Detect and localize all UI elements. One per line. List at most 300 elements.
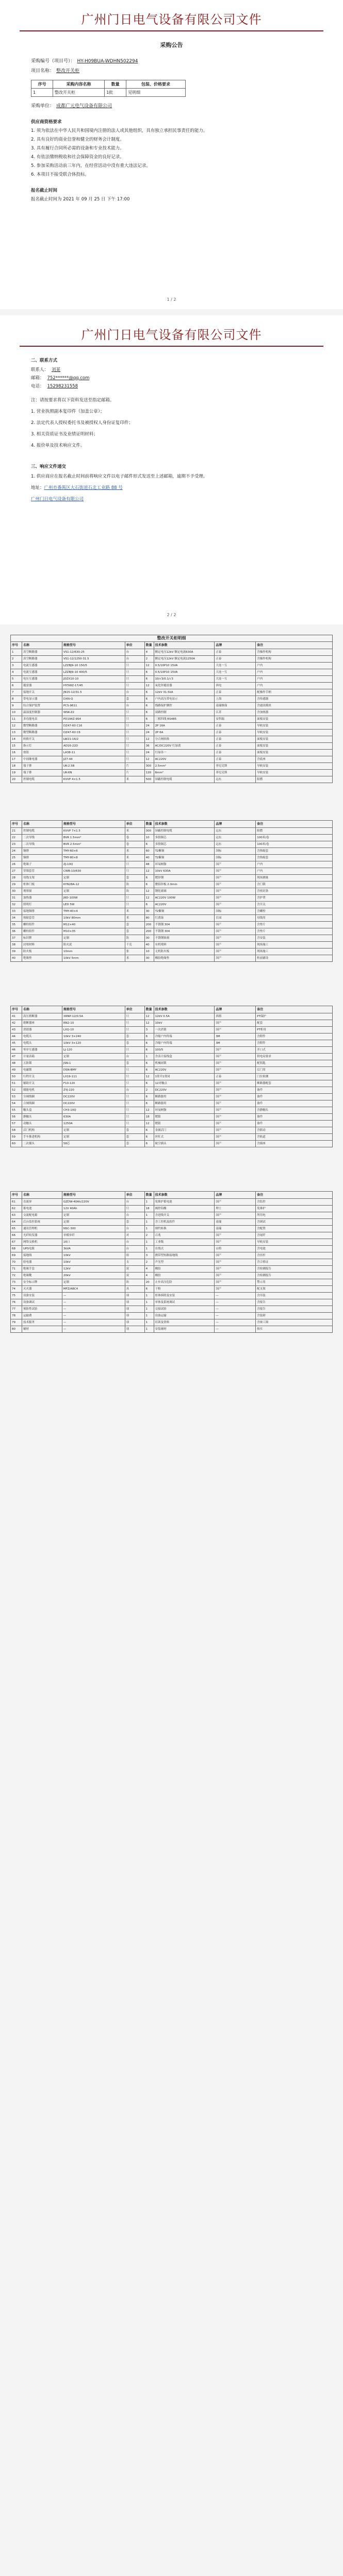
table-cell: DSN-BMY — [62, 1067, 125, 1074]
table-cell: 12kV — [62, 1266, 125, 1273]
table-cell: 63 — [11, 1212, 22, 1219]
table-cell: 含热缩套 — [256, 855, 333, 861]
table-cell: 开口式 — [256, 1047, 333, 1054]
table-cell: 15 — [11, 743, 22, 750]
table-row — [10, 835, 333, 841]
table-cell: 国产 — [215, 1232, 256, 1239]
table-cell: 米 — [125, 915, 145, 922]
table-cell: 南瑞 — [215, 1226, 256, 1232]
address-link[interactable]: 广州市番禺区大石街道石北工业路 88 号 — [44, 485, 123, 490]
table-cell: 橡胶绝缘垫 — [154, 955, 215, 962]
table-cell: 端子排 — [22, 770, 62, 776]
list-header-cell: 品牌 — [215, 642, 256, 649]
header-rule — [20, 30, 323, 31]
table-row — [10, 875, 333, 882]
table-cell: 5 — [11, 676, 22, 683]
table-cell: 国产 — [215, 1047, 256, 1054]
list-header-cell: 单位 — [125, 642, 145, 649]
table-cell: 含装卸 — [256, 1313, 333, 1319]
table-cell: 2 — [145, 1087, 154, 1094]
table-row — [10, 868, 333, 875]
table-cell: 二次导线 — [22, 835, 62, 841]
table-cell: 1250A — [62, 1121, 125, 1127]
table-cell: 正泰 — [215, 743, 256, 750]
table-cell: 项 — [125, 1326, 145, 1333]
table-cell: 300 — [145, 828, 154, 835]
list-header-cell: 数量 — [145, 821, 154, 828]
table-cell: 远东 — [215, 841, 256, 848]
table-cell: 33 — [11, 908, 22, 915]
table-row — [10, 676, 333, 683]
table-cell: 定制 — [62, 1127, 125, 1134]
table-cell: 含挂杆 — [256, 1252, 333, 1259]
table-cell: 49 — [11, 1067, 22, 1074]
table-cell: 导轨安装 — [256, 723, 333, 730]
table-cell: 6 — [145, 1047, 154, 1054]
table-cell: 活门机构 — [22, 1127, 62, 1134]
table-cell: 59 — [11, 1134, 22, 1141]
table-cell: 30 — [145, 955, 154, 962]
table-cell: 米 — [125, 776, 145, 783]
table-cell: 镀银 — [154, 1121, 215, 1127]
table-cell: DZ47-60 C16 — [62, 723, 125, 730]
table-cell: 只 — [125, 1067, 145, 1074]
table-cell: 14 — [11, 736, 22, 743]
table-cell: 30 — [145, 935, 154, 942]
table-cell: 10kV 5mm — [62, 955, 125, 962]
table-cell: 45 — [11, 1040, 22, 1047]
table-cell: 11 — [11, 716, 22, 723]
table-cell: 56 — [11, 1114, 22, 1121]
table-cell: TMY-60×6 — [62, 848, 125, 855]
address-label: 地址： — [31, 485, 44, 490]
table-cell: 10mm — [62, 948, 125, 955]
table-cell: 导轨安装 — [256, 730, 333, 736]
list-header-cell: 技术参数 — [154, 1192, 215, 1199]
table-row — [10, 1259, 333, 1266]
table-cell: 接地线 — [22, 1252, 62, 1259]
notes-title: 供应商资格要求 — [31, 120, 62, 125]
table-cell: 80 — [145, 915, 154, 922]
table-cell: 50 — [11, 1074, 22, 1080]
table-cell: 54 — [11, 1100, 22, 1107]
table-cell: 微型断路器 — [22, 723, 62, 730]
table-cell: 51 — [11, 1080, 22, 1087]
table-row — [10, 750, 333, 756]
table-row — [10, 1080, 333, 1087]
table-cell: 含电池 — [256, 1246, 333, 1252]
table-row — [10, 955, 333, 962]
table-cell: 阻燃 — [256, 776, 333, 783]
table-cell: UPS电源 — [22, 1246, 62, 1252]
table-cell: XRNP-12/0.5A — [62, 1013, 125, 1020]
table-cell: 含尾纤 — [256, 1232, 333, 1239]
table-cell: 户内高压带电显示 — [154, 696, 215, 703]
table-row — [10, 1212, 333, 1219]
table-cell: T2紫铜 — [154, 848, 215, 855]
table-cell: 6 — [145, 1094, 154, 1100]
company-header: 广州门日电气设备有限公司文件 — [81, 328, 262, 342]
table-cell: LX19-111 — [62, 1074, 125, 1080]
table-cell: 观察窗 — [22, 888, 62, 895]
table-cell: 6 — [145, 676, 154, 683]
table-cell: 屏蔽控制电缆 — [154, 776, 215, 783]
table-cell: 80 — [11, 1326, 22, 1333]
table-cell: 72 — [11, 1273, 22, 1279]
table-cell: 含工控机及软件 — [154, 1219, 215, 1226]
table-cell: HY5WZ-17/45 — [62, 683, 125, 689]
table-cell: DXN-Q — [62, 696, 125, 703]
table-cell: 二次插头 — [22, 1141, 62, 1147]
table-cell: 12 — [11, 723, 22, 730]
table-cell: — — [215, 1319, 256, 1326]
table-cell: 12 — [145, 1121, 154, 1127]
table-cell: 支 — [125, 1259, 145, 1266]
table-cell: 只 — [125, 663, 145, 669]
table-row — [10, 1299, 333, 1306]
table-cell: 国产 — [215, 1067, 256, 1074]
table-cell: 16 — [11, 750, 22, 756]
table-cell: 1 — [145, 1199, 154, 1206]
table-cell: 正泰 — [215, 756, 256, 763]
table-cell: 项 — [125, 1319, 145, 1326]
table-cell: AC220V 100W — [154, 895, 215, 902]
table-cell: 4 — [145, 649, 154, 656]
table-cell: 6 — [145, 696, 154, 703]
table-cell: 项 — [125, 1306, 145, 1313]
table-cell: 国产 — [215, 868, 256, 875]
company-header: 广州门日电气设备有限公司文件 — [81, 12, 262, 27]
table-cell: 柜体拆除及安装 — [154, 1293, 215, 1299]
table-cell: 块 — [125, 888, 145, 895]
table-cell: 12kV 31.5kA — [154, 689, 215, 696]
list-header-cell: 品牌 — [215, 1006, 256, 1013]
table-cell: 户内 — [256, 669, 333, 676]
table-cell: 辅助开关 — [22, 1080, 62, 1087]
table-cell: 无机防火板 — [154, 948, 215, 955]
table-cell: 46 — [11, 1047, 22, 1054]
table-cell: 多股铜芯 — [154, 835, 215, 841]
table-cell: 米 — [125, 955, 145, 962]
table-cell: 41 — [11, 1013, 22, 1020]
table-cell: 只 — [125, 1074, 145, 1080]
table-cell: KYN28A-12 — [62, 882, 125, 888]
table-cell: 12对触点 — [154, 1080, 215, 1087]
table-cell: 正泰 — [215, 649, 256, 656]
list-header-cell: 备注 — [256, 821, 333, 828]
note-item: 3. 具有履行合同所必需的设备和专业技术能力。 — [31, 146, 124, 151]
table-cell: 大连一互 — [215, 676, 256, 683]
table-cell: 2.5mm² — [154, 763, 215, 770]
table-cell: VS1-12/630-25 — [62, 649, 125, 656]
table-cell: 36 — [145, 743, 154, 750]
table-cell: 大连一互 — [215, 669, 256, 676]
table-row — [10, 696, 333, 703]
table-cell: 国产 — [215, 1114, 256, 1121]
table-cell: 接地开关 — [22, 689, 62, 696]
table-cell: 78 — [11, 1313, 22, 1319]
table-cell: 块 — [125, 1279, 145, 1286]
table-cell: 含轨道 — [256, 1134, 333, 1141]
table-cell: 穿墙套管 — [22, 868, 62, 875]
table-cell: 双路控制 — [154, 709, 215, 716]
table-cell: 指示灯 — [22, 743, 62, 750]
table-cell: 西电 — [215, 683, 256, 689]
table-cell: 含报告 — [256, 1299, 333, 1306]
table-cell: 设备安装 — [22, 1293, 62, 1299]
table-row — [10, 1033, 333, 1040]
table-cell: 红绿各一 — [154, 750, 215, 756]
list-header-cell: 名称 — [22, 821, 62, 828]
table-row — [10, 882, 333, 888]
table-row — [10, 935, 333, 942]
table-cell: 橡胶 — [154, 1266, 215, 1273]
table-cell: 国产 — [215, 1094, 256, 1100]
table-cell: 米 — [125, 908, 145, 915]
table-cell: 含插座 — [256, 1141, 333, 1147]
table-cell: 母线支架 — [22, 875, 62, 882]
table-cell: 安装辅材 — [154, 1326, 215, 1333]
table-cell: 套 — [125, 875, 145, 882]
project-name-label: 项目名称： — [31, 69, 55, 74]
table-cell: 规约转换 — [154, 1226, 215, 1232]
table-cell: 红黄绿 — [154, 915, 215, 922]
table-cell: 氧化锌避雷器 — [154, 683, 215, 689]
table-cell: 国产 — [215, 1060, 256, 1067]
table-cell: 只 — [125, 743, 145, 750]
table-cell: 配操作手柄 — [256, 689, 333, 696]
table-cell: 国标 — [215, 855, 256, 861]
table-cell: 68 — [11, 1246, 22, 1252]
table-row — [10, 1134, 333, 1141]
table-cell: 具 — [125, 1286, 145, 1293]
page-number: 2 / 2 — [167, 613, 176, 617]
table-cell: 1常开1常闭 — [154, 1074, 215, 1080]
table-cell: 只 — [125, 676, 145, 683]
table-row — [10, 1067, 333, 1074]
email-line — [31, 375, 343, 381]
table-cell: 配钥匙 — [256, 1060, 333, 1067]
table-cell: 1 — [145, 1054, 154, 1060]
table-cell: 验电器 — [22, 1259, 62, 1266]
table-row — [10, 709, 333, 716]
table-row — [10, 1100, 333, 1107]
table-cell: 绝缘垫 — [22, 955, 62, 962]
table-cell: 58 — [11, 1127, 22, 1134]
table-cell: 套 — [125, 1219, 145, 1226]
table-cell: 南瑞 — [215, 1219, 256, 1226]
table-cell: 10 — [145, 835, 154, 841]
table-cell: — — [62, 1313, 125, 1319]
table-cell: 32 — [11, 902, 22, 908]
table-row — [10, 1266, 333, 1273]
table-cell: 10kV 3×240 — [62, 1033, 125, 1040]
procurement-table — [31, 80, 186, 97]
table-cell: 含竣工图 — [256, 1319, 333, 1326]
table-cell: 只 — [125, 1094, 145, 1100]
table-cell: 单体及系统调试 — [154, 1299, 215, 1306]
table-cell: 30 — [11, 888, 22, 895]
table-cell: 电压互感器 — [22, 676, 62, 683]
table-cell: 12V 40Ah — [62, 1206, 125, 1212]
company-link[interactable]: 广州门日电气设备有限公司 — [31, 497, 84, 502]
table-row — [10, 736, 333, 743]
table-cell: 卷 — [125, 835, 145, 841]
table-cell: 只 — [125, 1020, 145, 1027]
table-cell: 绝缘靴 — [22, 1273, 62, 1279]
table-row — [10, 1306, 333, 1313]
table-row — [10, 1206, 333, 1212]
table-cell: 53 — [11, 1094, 22, 1100]
table-cell: 66 — [11, 1232, 22, 1239]
table-cell: 24 — [11, 848, 22, 855]
header-rule — [20, 346, 323, 347]
table-cell: 17 — [11, 756, 22, 763]
table-cell: 片 — [125, 763, 145, 770]
table-cell: 1 — [145, 1246, 154, 1252]
table-cell: 27 — [11, 868, 22, 875]
table-cell: 12 — [145, 1020, 154, 1027]
note-item: 4. 有依法缴纳税收和社会保障资金的良好记录。 — [31, 155, 124, 160]
table-cell: 18 — [145, 1206, 154, 1212]
table-row — [10, 730, 333, 736]
table-row — [10, 942, 333, 948]
table-cell: 双 — [125, 1273, 145, 1279]
list-header-cell: 备注 — [256, 1006, 333, 1013]
list-header-cell: 名称 — [22, 642, 62, 649]
table-cell: 技术服务 — [22, 1319, 62, 1326]
table-cell: 米 — [125, 828, 145, 835]
table-cell: JZ7-44 — [62, 756, 125, 763]
email-value[interactable]: 752******@qq.com — [47, 376, 90, 381]
table-cell: 只 — [125, 736, 145, 743]
table-cell: LXQ-10 — [62, 1027, 125, 1033]
table-cell: 24 — [145, 723, 154, 730]
table-cell: T2紫铜 — [154, 855, 215, 861]
table-cell: AC/DC220V 红绿黄 — [154, 743, 215, 750]
table-cell: 73 — [11, 1279, 22, 1286]
table-cell: ZJ-10Q — [62, 861, 125, 868]
table-cell: 运输费 — [22, 1313, 62, 1319]
table-row — [10, 669, 333, 676]
table-cell: 台 — [125, 703, 145, 709]
table-cell: 正泰 — [215, 736, 256, 743]
list-header-row — [10, 1191, 333, 1199]
table-cell: 环氧树脂 — [154, 1107, 215, 1114]
table-cell: 定制 — [62, 888, 125, 895]
table-cell: UK-6N — [62, 770, 125, 776]
table-row — [10, 776, 333, 783]
table-cell: 警示用 — [256, 1279, 333, 1286]
table-cell: 螺栓组件 — [22, 922, 62, 928]
table-row — [10, 861, 333, 868]
table-cell: 国产 — [215, 1279, 256, 1286]
table-cell: 触头盒 — [22, 1107, 62, 1114]
table-cell: 柜体门板 — [22, 882, 62, 888]
table-cell: 项 — [125, 1293, 145, 1299]
table-cell: 含附件 — [256, 1040, 333, 1047]
list-sheet — [10, 635, 333, 783]
table-cell: 三相四线 RS485 — [154, 716, 215, 723]
table-cell: 2P 6A — [154, 730, 215, 736]
table-cell: 10kV — [154, 1020, 215, 1027]
table-cell: 含门锁 — [256, 882, 333, 888]
table-cell: 高压熔断器 — [22, 1013, 62, 1020]
address-line — [31, 484, 312, 492]
table-header-cell: 数量 — [105, 80, 126, 89]
table-row — [10, 922, 333, 928]
table-cell: 交流配电箱 — [22, 1212, 62, 1219]
table-cell: 含螺栓 — [256, 908, 333, 915]
table-cell: 只 — [125, 1107, 145, 1114]
phone-value: 15298231558 — [47, 384, 78, 389]
table-cell: 国产 — [215, 1087, 256, 1094]
vendor-value: 成都广元电气设备有限公司 — [56, 104, 112, 109]
table-cell: 对 — [125, 1232, 145, 1239]
table-cell: 绝缘手套 — [22, 1266, 62, 1273]
list-header-cell: 备注 — [256, 642, 333, 649]
table-cell: — — [215, 1299, 256, 1306]
table-cell: 国产 — [215, 861, 256, 868]
table-cell: 26 — [11, 861, 22, 868]
table-cell: 18 — [145, 1114, 154, 1121]
table-cell: 电磁锁 — [22, 1067, 62, 1074]
table-cell: 含护罩 — [256, 895, 333, 902]
table-cell: 零序互感器 — [22, 1047, 62, 1054]
table-cell: 43 — [11, 1027, 22, 1033]
table-cell: 含进线开关 — [154, 1212, 215, 1219]
table-row — [10, 1319, 333, 1326]
table-cell: 户内 — [256, 861, 333, 868]
table-cell: 西熔 — [215, 1013, 256, 1020]
table-cell: 敷铝锌板 2.0mm — [154, 882, 215, 888]
table-cell: 3 — [145, 1027, 154, 1033]
table-cell: 只 — [125, 1121, 145, 1127]
table-cell: 钢化玻璃 — [154, 888, 215, 895]
table-cell: 12 — [145, 683, 154, 689]
table-cell: 网络交换机 — [22, 1239, 62, 1246]
table-cell: 直流屏 — [22, 1199, 62, 1206]
vendor-line — [31, 102, 343, 109]
table-cell: F10-12II — [62, 1080, 125, 1087]
table-row — [10, 1293, 333, 1299]
table-cell: 300 — [145, 763, 154, 770]
table-cell: — — [215, 1326, 256, 1333]
table-cell: 12 — [145, 888, 154, 895]
list-header-cell: 序号 — [11, 1006, 22, 1013]
table-cell: 带电显示器 — [22, 696, 62, 703]
table-cell: 携带型短路接地线 — [154, 1252, 215, 1259]
table-cell: 只 — [125, 861, 145, 868]
table-cell: 国产 — [215, 1252, 256, 1259]
table-cell: 4 — [145, 1266, 154, 1273]
table-cell: 16口 — [62, 1239, 125, 1246]
table-row — [10, 1027, 333, 1033]
table-cell: 多股铜芯 — [154, 841, 215, 848]
list-sheet — [10, 1006, 333, 1147]
table-cell: 电流互感器 — [22, 669, 62, 676]
table-row — [10, 1114, 333, 1121]
table-cell: 只 — [125, 723, 145, 730]
table-cell: 铜排 — [22, 855, 62, 861]
list-header-cell: 备注 — [256, 1192, 333, 1199]
table-cell: 电缆头 — [22, 1033, 62, 1040]
table-cell: 24 — [145, 750, 154, 756]
table-cell: 39 — [11, 948, 22, 955]
table-cell: 定制 — [62, 935, 125, 942]
email-label: 邮箱： — [31, 376, 44, 381]
table-cell: 含调试 — [256, 1219, 333, 1226]
